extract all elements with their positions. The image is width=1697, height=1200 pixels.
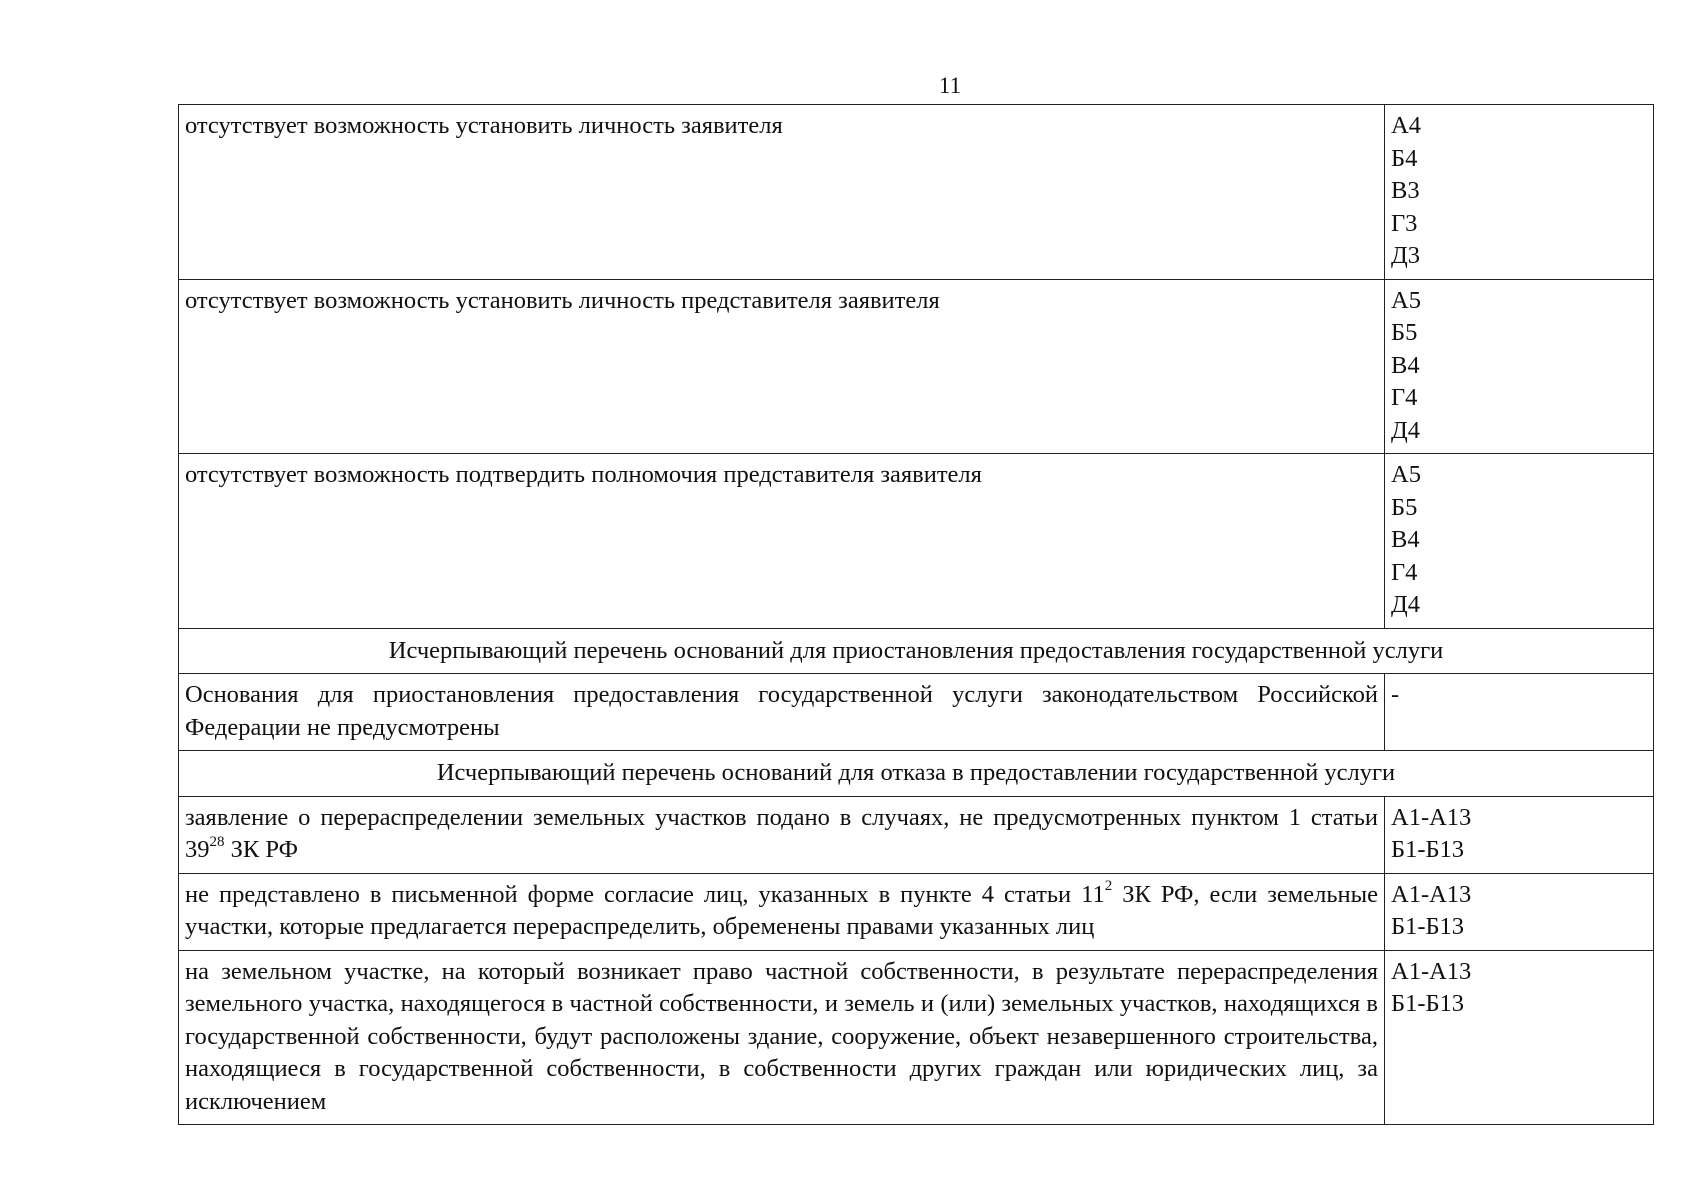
refusal-heading: Исчерпывающий перечень оснований для отказа в предоставлении государственной услуги: [179, 751, 1654, 797]
page-number: 11: [938, 73, 962, 98]
section-heading-row: [179, 628, 1654, 674]
reason-cell: [179, 796, 1385, 873]
table-row: [179, 105, 1654, 280]
table-row: [179, 873, 1654, 950]
code-item: А5: [1391, 461, 1421, 488]
section-heading-row: [179, 751, 1654, 797]
reason-text: ЗК РФ, если земельные участки, которые предлагается перераспределить, обременены правами указанных лиц: [185, 880, 1378, 940]
code-item: Б1-Б13: [1391, 913, 1465, 940]
table-row: [179, 279, 1654, 454]
table-row: [179, 950, 1654, 1125]
code-item: А1-А13: [1391, 880, 1472, 908]
code-item: А1-А13: [1391, 957, 1472, 985]
code-item: В4: [1391, 351, 1420, 379]
code-item: Б1-Б13: [1391, 836, 1465, 863]
reason-cell: отсутствует возможность подтвердить полномочия представителя заявителя: [179, 454, 1385, 629]
superscript: 28: [209, 833, 225, 850]
code-item: Д4: [1391, 591, 1420, 618]
reason-cell: отсутствует возможность установить личность представителя заявителя: [179, 279, 1385, 454]
reason-cell: Основания для приостановления предоставления государственной услуги законодательством Российской Федерации не предусмотрены: [179, 674, 1385, 751]
table-row: [179, 674, 1654, 751]
codes-cell: [1385, 105, 1654, 280]
code-item: Г4: [1391, 384, 1418, 411]
codes-cell: [1385, 796, 1654, 873]
suspension-heading: Исчерпывающий перечень оснований для приостановления предоставления государственной услуги: [179, 628, 1654, 674]
code-item: Б5: [1391, 493, 1418, 521]
reason-text: не представлено в письменной форме согласие лиц, указанных в пункте 4 статьи 11: [185, 880, 1105, 908]
reason-cell: отсутствует возможность установить личность заявителя: [179, 105, 1385, 280]
grounds-table: [178, 104, 1654, 1125]
code-item: А5: [1391, 286, 1421, 314]
table-row: [179, 796, 1654, 873]
code-item: Б5: [1391, 319, 1418, 346]
code-item: Б1-Б13: [1391, 990, 1465, 1017]
reason-cell: на земельном участке, на который возникает право частной собственности, в результате перераспределения земельного участка, находящегося в частной собственности, и земель и (или) земельных участков, находящихся в государственной собственности, будут расположены здание, сооружение, объект незавершенного строительства, находящиеся в государственной собственности, в собственности других граждан или юридических лиц, за исключением: [179, 950, 1385, 1125]
codes-cell: [1385, 873, 1654, 950]
reason-text: заявление о перераспределении земельных участков подано в случаях, не предусмотренных пунктом 1 статьи 39: [185, 803, 1378, 863]
reason-text: ЗК РФ: [224, 836, 298, 863]
reason-cell: [179, 873, 1385, 950]
code-item: Г4: [1391, 558, 1418, 586]
codes-cell: [1385, 454, 1654, 629]
code-item: В4: [1391, 526, 1420, 553]
code-item: Г3: [1391, 209, 1418, 237]
code-item: Б4: [1391, 144, 1418, 172]
codes-cell: [1385, 674, 1654, 751]
codes-cell: [1385, 950, 1654, 1125]
code-item: Д3: [1391, 242, 1420, 269]
code-item: В3: [1391, 177, 1420, 204]
superscript: 2: [1104, 878, 1113, 895]
code-item: А4: [1391, 112, 1421, 139]
table-row: [179, 454, 1654, 629]
code-item: Д4: [1391, 416, 1420, 444]
code-item: А1-А13: [1391, 803, 1472, 831]
code-item: -: [1391, 681, 1400, 708]
codes-cell: [1385, 279, 1654, 454]
